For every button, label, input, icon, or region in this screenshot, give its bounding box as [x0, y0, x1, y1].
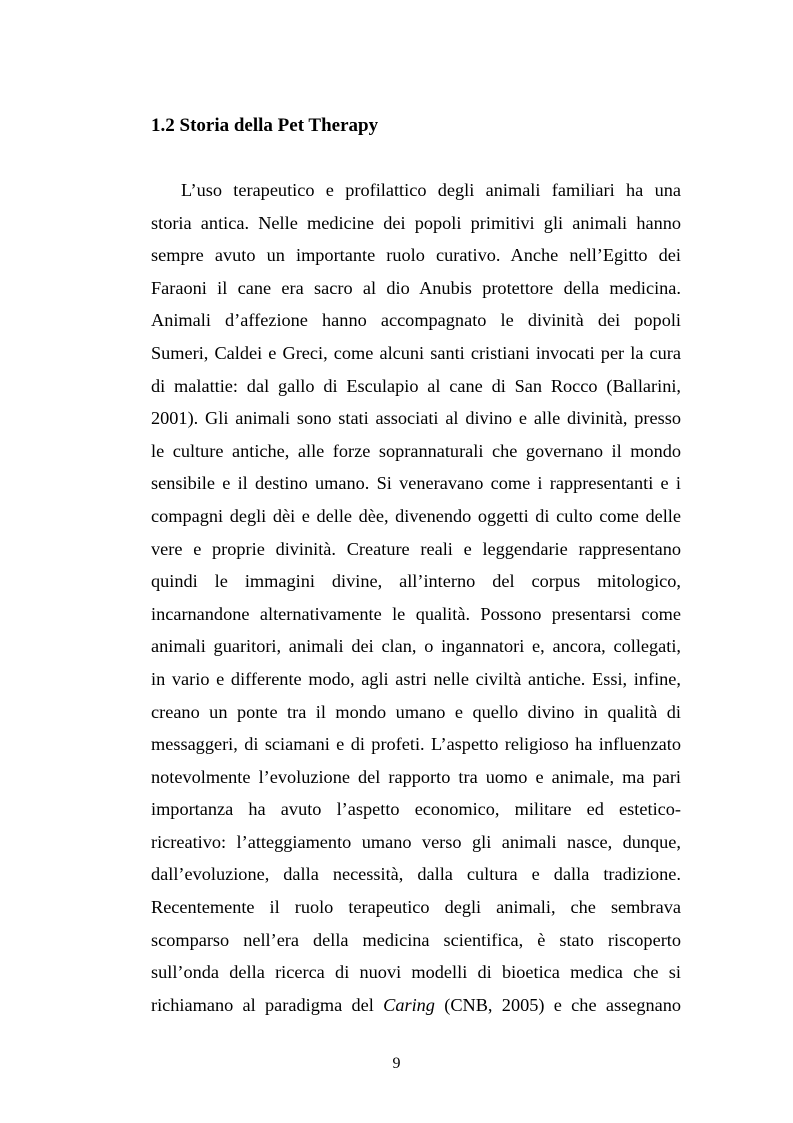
paragraph-line: 2001). Gli animali sono stati associati al divino e alle divinità, presso [151, 408, 681, 429]
paragraph-line: notevolmente l’evoluzione del rapporto tra uomo e animale, ma pari [151, 766, 681, 787]
paragraph-line: incarnandone alternativamente le qualità. Possono presentarsi come [151, 603, 681, 624]
paragraph-line: ricreativo: l’atteggiamento umano verso gli animali nasce, dunque, [151, 831, 681, 852]
paragraph-line: Sumeri, Caldei e Greci, come alcuni santi cristiani invocati per la cura [151, 342, 681, 363]
body-paragraph [151, 174, 681, 1021]
paragraph-line: Animali d’affezione hanno accompagnato le divinità dei popoli [151, 310, 681, 331]
paragraph-line: in vario e differente modo, agli astri nelle civiltà antiche. Essi, infine, [151, 668, 681, 689]
paragraph-line: storia antica. Nelle medicine dei popoli primitivi gli animali hanno [151, 212, 681, 233]
paragraph-line: sempre avuto un importante ruolo curativo. Anche nell’Egitto dei [151, 245, 681, 266]
paragraph-line: Recentemente il ruolo terapeutico degli animali, che sembrava [151, 897, 681, 918]
paragraph-line: importanza ha avuto l’aspetto economico, militare ed estetico- [151, 799, 681, 820]
paragraph-line: Faraoni il cane era sacro al dio Anubis protettore della medicina. [151, 277, 681, 298]
paragraph-line: messaggeri, di sciamani e di profeti. L’aspetto religioso ha influenzato [151, 734, 681, 755]
section-heading: 1.2 Storia della Pet Therapy [151, 115, 379, 136]
paragraph-line: di malattie: dal gallo di Esculapio al cane di San Rocco (Ballarini, [151, 375, 681, 396]
paragraph-line: le culture antiche, alle forze soprannaturali che governano il mondo [151, 440, 681, 461]
paragraph-line: dall’evoluzione, dalla necessità, dalla cultura e dalla tradizione. [151, 864, 681, 885]
paragraph-line: quindi le immagini divine, all’interno del corpus mitologico, [151, 571, 681, 592]
text-segment: (CNB, 2005) e che assegnano [434, 994, 681, 1015]
page-number: 9 [392, 1055, 401, 1072]
paragraph-line: compagni degli dèi e delle dèe, divenendo oggetti di culto come delle [151, 505, 681, 526]
paragraph-line: sensibile e il destino umano. Si veneravano come i rappresentanti e i [151, 473, 681, 494]
text-segment: richiamano al paradigma del [151, 994, 384, 1015]
paragraph-line: creano un ponte tra il mondo umano e quello divino in qualità di [151, 701, 681, 722]
paragraph-line: animali guaritori, animali dei clan, o ingannatori e, ancora, collegati, [151, 636, 681, 657]
paragraph-line: L’uso terapeutico e profilattico degli animali familiari ha una [181, 180, 681, 200]
italic-term: Caring [383, 994, 435, 1015]
paragraph-line: scomparso nell’era della medicina scientifica, è stato riscoperto [151, 929, 681, 950]
paragraph-line: vere e proprie divinità. Creature reali e leggendarie rappresentano [151, 538, 681, 559]
paragraph-line-last [151, 989, 681, 1022]
paragraph-line: sull’onda della ricerca di nuovi modelli di bioetica medica che si [151, 962, 681, 983]
